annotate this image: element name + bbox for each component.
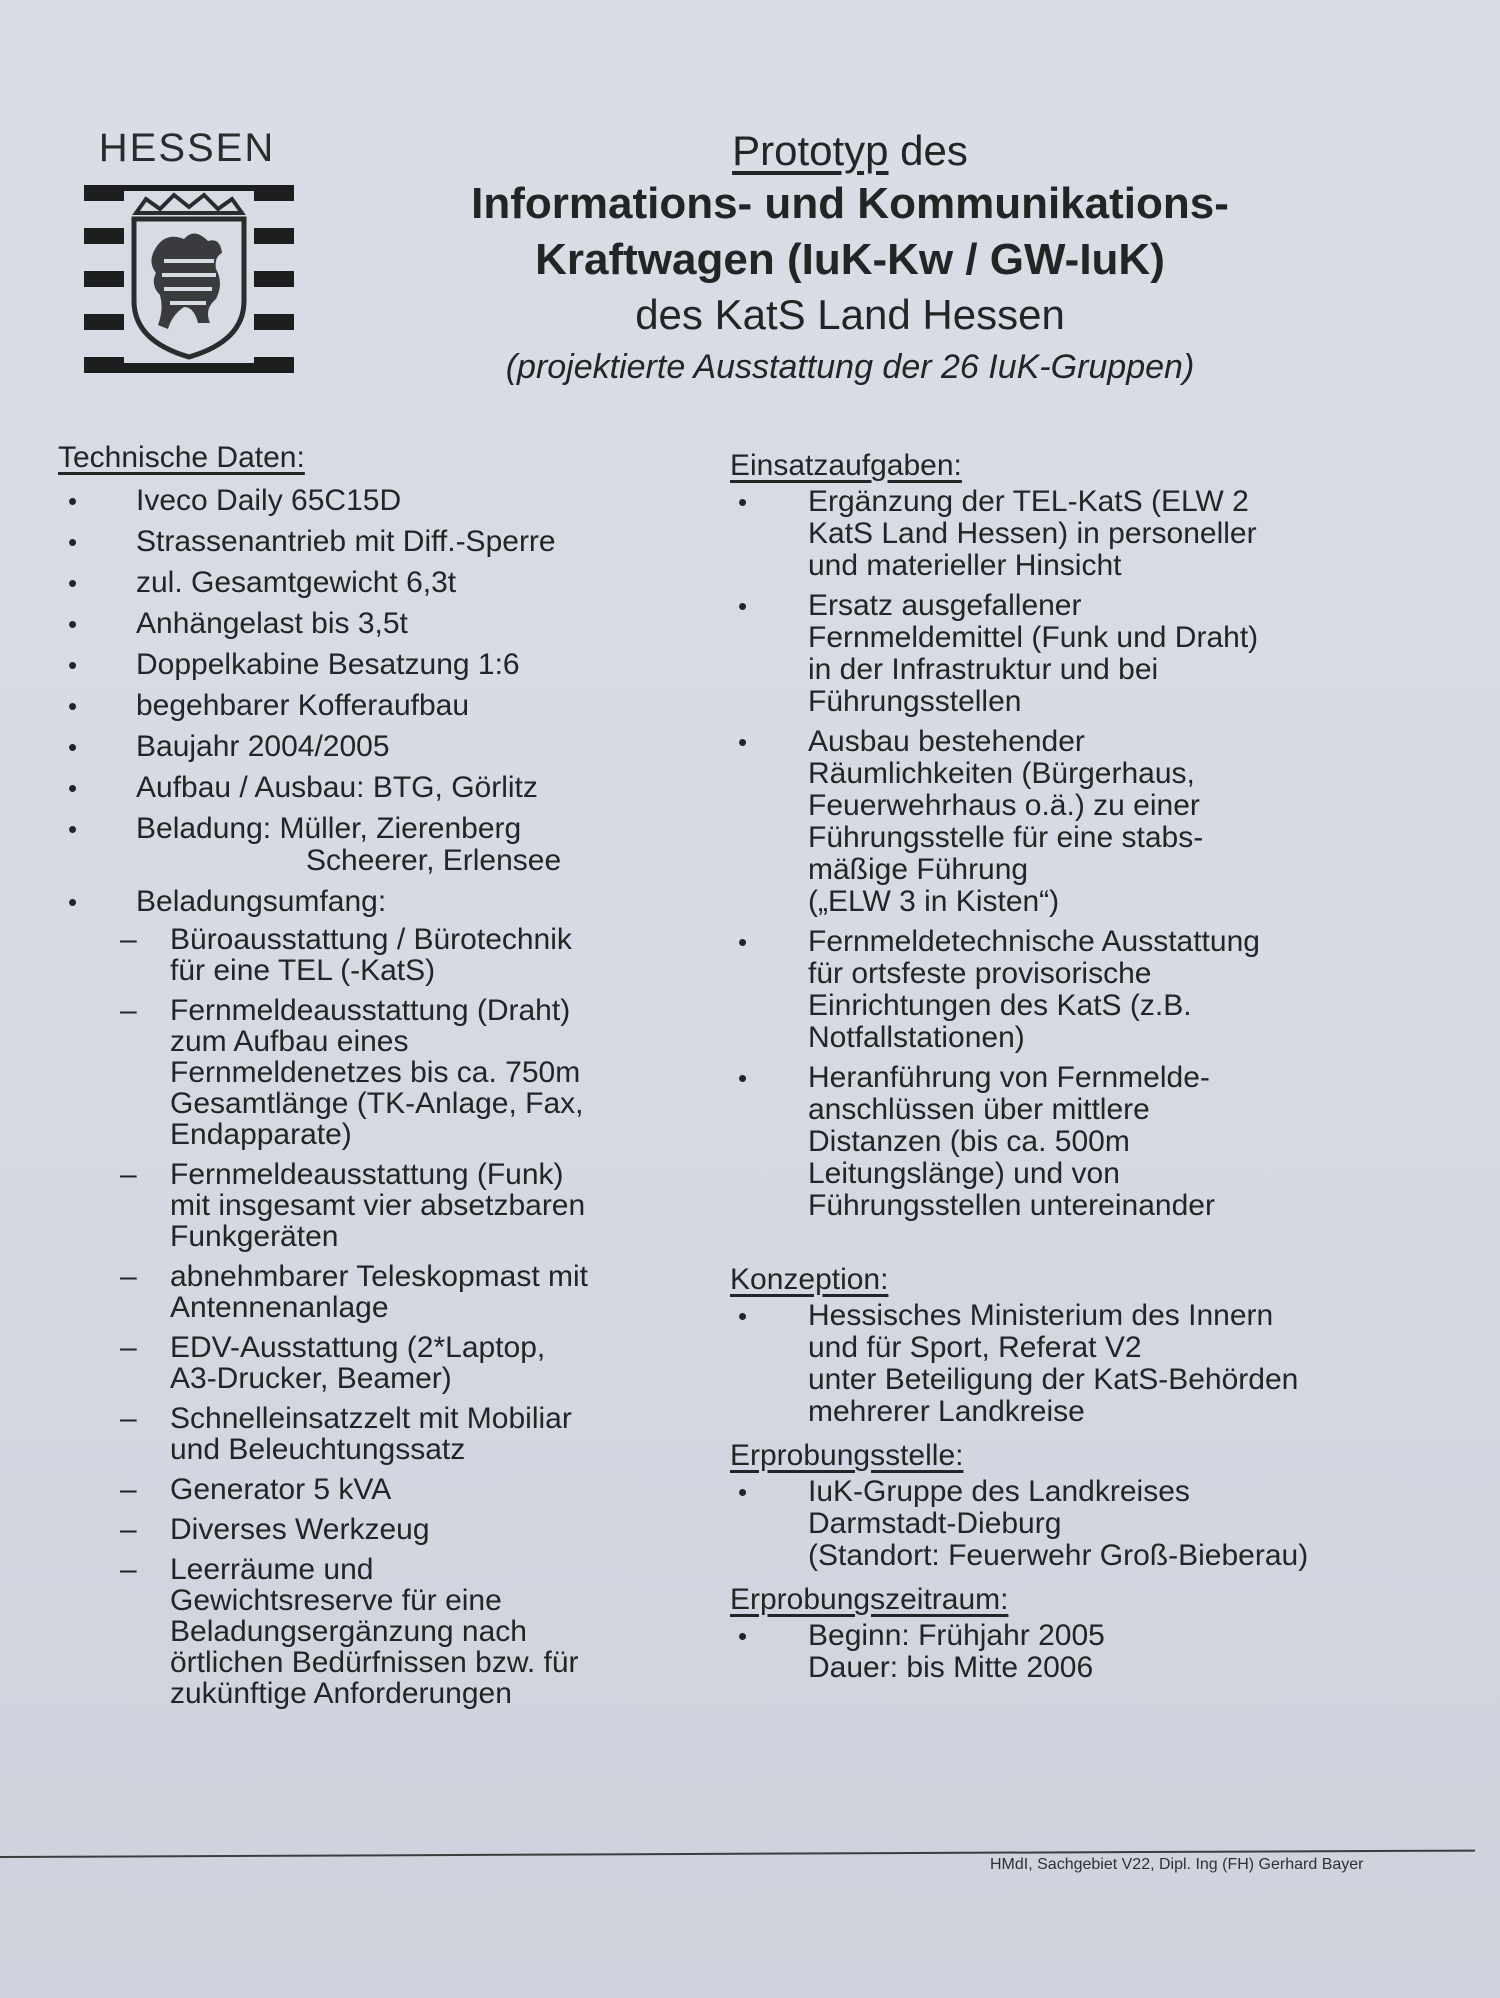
sub-list-item: – EDV-Ausstattung (2*Laptop, A3-Drucker, Beamer) <box>120 1332 718 1394</box>
title-line-2: Informations- und Kommunikations- <box>471 179 1229 228</box>
list-item: • Strassenantrieb mit Diff.-Sperre <box>58 526 718 558</box>
technische-daten-section <box>58 440 718 1718</box>
sub-list-item: – Schnelleinsatzzelt mit Mobiliar und Beleuchtungssatz <box>120 1403 718 1465</box>
erprobungsstelle-item: • IuK-Gruppe des Landkreises Darmstadt-Dieburg (Standort: Feuerwehr Groß-Bieberau) <box>730 1476 1450 1572</box>
sub-list-item: – Fernmeldeausstattung (Draht) zum Aufbau eines Fernmeldenetzes bis ca. 750m Gesamtlänge (TK-Anlage, Fax, Endapparate) <box>120 995 718 1150</box>
title-block <box>330 126 1370 392</box>
beladungsumfang-list <box>58 924 718 1709</box>
title-line-5: (projektierte Ausstattung der 26 IuK-Gruppen) <box>505 348 1195 386</box>
title-line-3: Kraftwagen (IuK-Kw / GW-IuK) <box>535 235 1165 284</box>
list-item: • Anhängelast bis 3,5t <box>58 608 718 640</box>
sub-list-item: – Büroausstattung / Bürotechnik für eine TEL (-KatS) <box>120 924 718 986</box>
list-item: • Ersatz ausgefallener Fernmeldemittel (Funk und Draht) in der Infrastruktur und bei Führungsstellen <box>730 590 1450 718</box>
beladung-line-2: Scheerer, Erlensee <box>306 844 562 877</box>
list-item: • Beladungsumfang: <box>58 886 718 918</box>
list-item: • begehbarer Kofferaufbau <box>58 690 718 722</box>
konzeption-heading: Konzeption: <box>730 1263 889 1296</box>
sub-list-item: – Diverses Werkzeug <box>120 1514 718 1545</box>
footer-credit: HMdI, Sachgebiet V22, Dipl. Ing (FH) Gerhard Bayer <box>990 1856 1364 1873</box>
list-item: • Fernmeldetechnische Ausstattung für ortsfeste provisorische Einrichtungen des KatS (z.B. Notfallstationen) <box>730 926 1450 1054</box>
list-item: • Ergänzung der TEL-KatS (ELW 2 KatS Land Hessen) in personeller und materieller Hinsicht <box>730 486 1450 582</box>
list-item: • Heranführung von Fernmelde- anschlüssen über mittlere Distanzen (bis ca. 500m Leitungslänge) und von Führungsstellen untereinander <box>730 1062 1450 1222</box>
erprobungszeitraum-item: • Beginn: Frühjahr 2005 Dauer: bis Mitte 2006 <box>730 1620 1450 1684</box>
list-item: • Ausbau bestehender Räumlichkeiten (Bürgerhaus, Feuerwehrhaus o.ä.) zu einer Führungsstelle für eine stabs- mäßige Führung („ELW 3 in Kisten“) <box>730 726 1450 918</box>
title-line-4: des KatS Land Hessen <box>635 291 1065 338</box>
beladung-line-1: Beladung: Müller, Zierenberg <box>136 812 522 845</box>
list-item: • Iveco Daily 65C15D <box>58 485 718 517</box>
list-item: • Baujahr 2004/2005 <box>58 731 718 763</box>
erprobungszeitraum-heading: Erprobungszeitraum: <box>730 1583 1009 1616</box>
konzeption-item: • Hessisches Ministerium des Innern und für Sport, Referat V2 unter Beteiligung der KatS-Behörden mehrerer Landkreise <box>730 1300 1450 1428</box>
technische-daten-list <box>58 485 718 918</box>
sub-list-item: – abnehmbarer Teleskopmast mit Antennenanlage <box>120 1261 718 1323</box>
title-line-1 <box>330 126 1370 176</box>
sub-list-item: – Generator 5 kVA <box>120 1474 718 1505</box>
hessen-logo <box>84 126 294 373</box>
technische-daten-heading: Technische Daten: <box>58 441 305 474</box>
right-column <box>730 448 1450 1684</box>
lion-coat-of-arms-icon <box>124 191 254 363</box>
logo-stripes <box>84 185 294 373</box>
list-item: • Doppelkabine Besatzung 1:6 <box>58 649 718 681</box>
hessen-wordmark: HESSEN <box>98 126 276 170</box>
erprobungsstelle-heading: Erprobungsstelle: <box>730 1439 964 1472</box>
title-prototyp: Prototyp <box>732 127 889 174</box>
einsatzaufgaben-heading: Einsatzaufgaben: <box>730 449 962 482</box>
list-item <box>58 813 718 877</box>
list-item: • zul. Gesamtgewicht 6,3t <box>58 567 718 599</box>
sub-list-item: – Fernmeldeausstattung (Funk) mit insgesamt vier absetzbaren Funkgeräten <box>120 1159 718 1252</box>
title-des: des <box>888 127 968 174</box>
sub-list-item: – Leerräume und Gewichtsreserve für eine Beladungsergänzung nach örtlichen Bedürfnissen bzw. für zukünftige Anforderungen <box>120 1554 718 1709</box>
list-item: • Aufbau / Ausbau: BTG, Görlitz <box>58 772 718 804</box>
